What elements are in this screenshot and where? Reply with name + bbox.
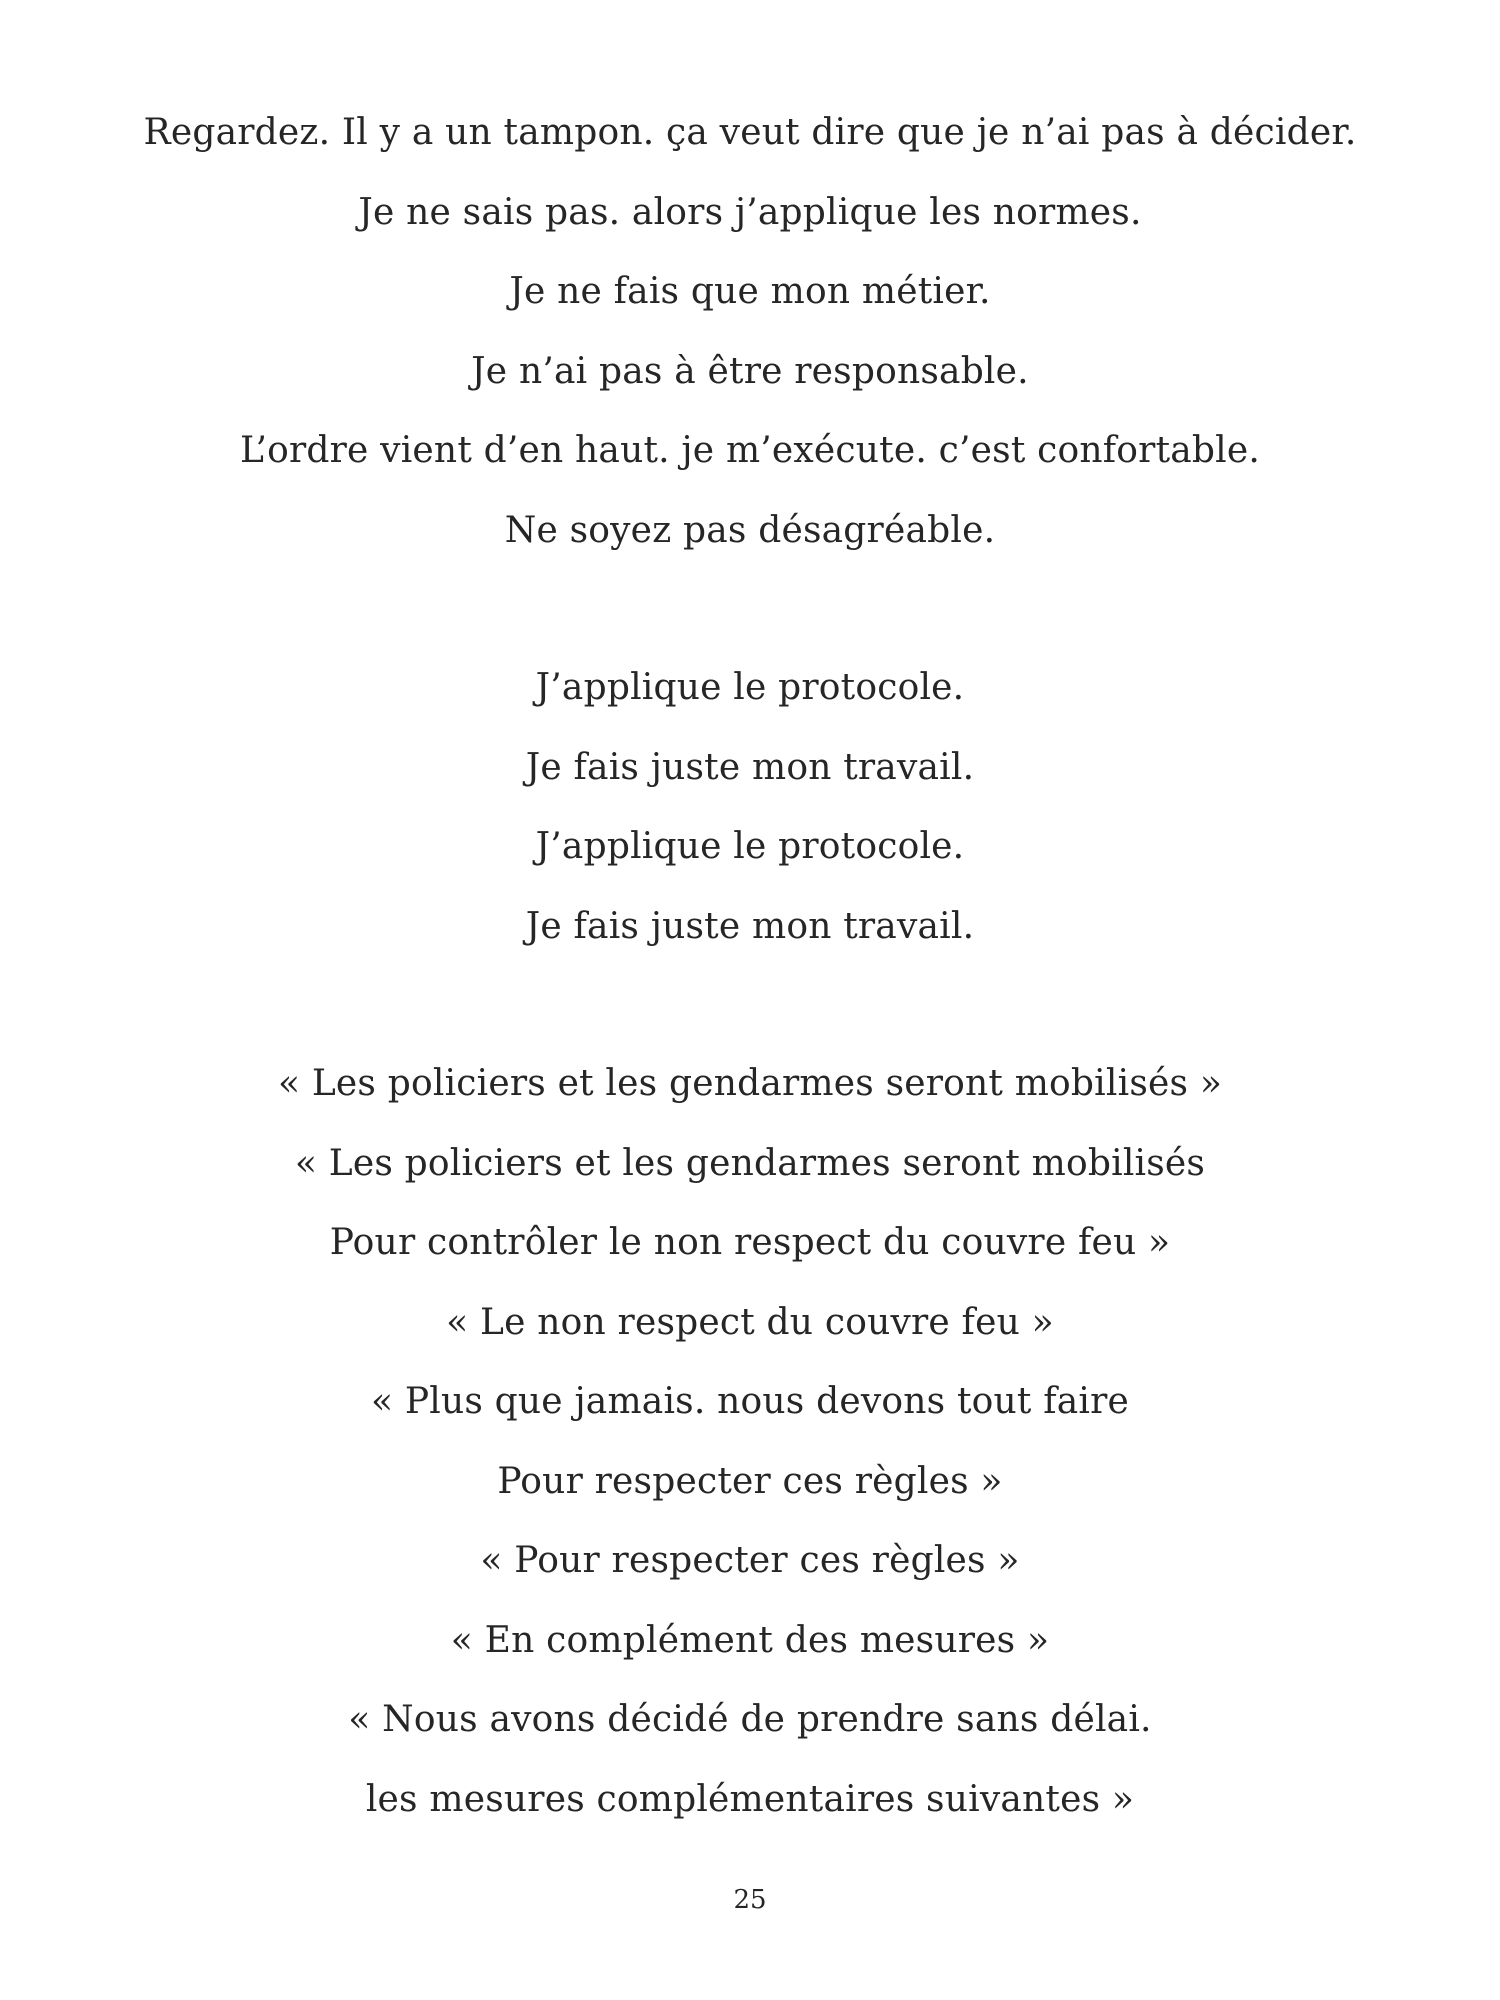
page-number: 25 <box>733 1885 767 1915</box>
stanza-2 <box>0 648 1500 966</box>
poem-line: « Les policiers et les gendarmes seront mobilisés » <box>277 1063 1223 1104</box>
poem-line: Je n’ai pas à être responsable. <box>471 350 1029 392</box>
poem-line: Je ne sais pas. alors j’applique les normes. <box>358 191 1142 233</box>
poem-line: « Plus que jamais. nous devons tout faire <box>370 1381 1130 1422</box>
poem-line: Ne soyez pas désagréable. <box>504 509 996 551</box>
poem-line: Je fais juste mon travail. <box>525 905 975 947</box>
poem-line: J’applique le protocole. <box>535 667 965 708</box>
poem-line: les mesures complémentaires suivantes » <box>365 1778 1135 1820</box>
poem-line: L’ordre vient d’en haut. je m’exécute. c’est confortable. <box>239 430 1261 471</box>
stanza-3 <box>0 1044 1500 1839</box>
poem-line: « Les policiers et les gendarmes seront mobilisés <box>294 1142 1206 1184</box>
poem-line: « Pour respecter ces règles » <box>480 1540 1020 1581</box>
stanza-1 <box>0 93 1500 570</box>
poem-line: Pour respecter ces règles » <box>497 1460 1003 1502</box>
poem-line: Regardez. Il y a un tampon. ça veut dire que je n’ai pas à décider. <box>143 112 1357 153</box>
poem-line: Je fais juste mon travail. <box>525 746 975 788</box>
poem-line: « En complément des mesures » <box>450 1619 1050 1661</box>
poem-line: « Nous avons décidé de prendre sans délai. <box>348 1699 1152 1740</box>
poem-line: Pour contrôler le non respect du couvre feu » <box>329 1222 1171 1263</box>
poem-line: Je ne fais que mon métier. <box>509 271 991 312</box>
poem-line: J’applique le protocole. <box>535 826 965 867</box>
poem-line: « Le non respect du couvre feu » <box>446 1301 1054 1343</box>
